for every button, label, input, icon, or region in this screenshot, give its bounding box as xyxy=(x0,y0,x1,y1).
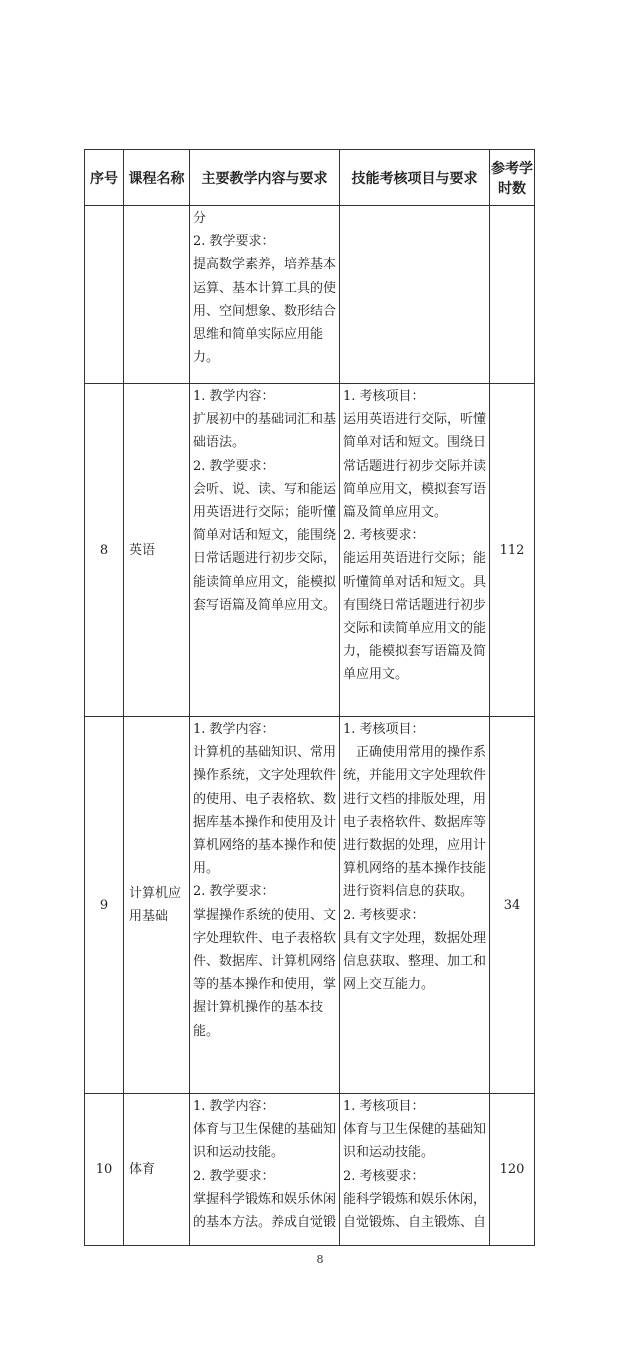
cell-course-name: 英语 xyxy=(124,384,190,717)
text-line: 2. 教学要求： xyxy=(193,458,275,474)
text-line: 自觉锻炼、自主锻炼、自 xyxy=(343,1215,486,1231)
course-name-line: 计算机应 xyxy=(129,886,182,901)
header-skills: 技能考核项目与要求 xyxy=(340,150,490,206)
header-no: 序号 xyxy=(85,150,124,206)
table-row xyxy=(85,384,535,717)
table-row xyxy=(85,1094,535,1246)
text-line: 交际和读简单应用文的能 xyxy=(343,621,486,637)
text-line: 2. 考核要求： xyxy=(343,1168,425,1184)
text-line: 体育与卫生保健的基础知 xyxy=(343,1122,486,1138)
course-table xyxy=(84,149,535,1246)
text-line: 件、数据库、计算机网络 xyxy=(193,954,336,970)
text-line: 日常话题进行初步交际， xyxy=(193,551,336,567)
text-line: 能。 xyxy=(193,1023,220,1039)
text-line: 算机网络的基本操作和使 xyxy=(193,838,336,854)
cell-no: 9 xyxy=(85,717,124,1094)
cell-hours: 112 xyxy=(490,384,535,717)
text-line: 2. 考核要求： xyxy=(343,528,425,544)
text-line: 简单对话和短文，能围绕 xyxy=(193,528,336,544)
text-line: 单应用文。 xyxy=(343,667,409,683)
text-line: 能读简单应用文，能模拟 xyxy=(193,574,336,590)
text-line: 提高数学素养，培养基本 xyxy=(193,257,336,273)
header-hours-line1: 参考学 xyxy=(491,160,533,177)
table-row xyxy=(85,717,535,1094)
text-line: 有围绕日常话题进行初步 xyxy=(343,597,486,613)
header-hours xyxy=(490,150,535,206)
text-line: 篇及简单应用文。 xyxy=(343,505,448,521)
text-line: 1. 教学内容： xyxy=(193,1099,275,1114)
text-line: 础语法。 xyxy=(193,435,246,451)
table-row xyxy=(85,206,535,384)
text-line: 1. 教学内容： xyxy=(193,722,275,737)
text-line: 等的基本操作和使用，掌 xyxy=(193,977,336,993)
cell-skills xyxy=(340,206,490,384)
text-line: 掌握操作系统的使用、文 xyxy=(193,907,336,923)
text-line: 听懂简单对话和短文。具 xyxy=(343,574,486,590)
text-line: 体育与卫生保健的基础知 xyxy=(193,1122,336,1138)
cell-hours: 34 xyxy=(490,717,535,1094)
text-line: 字处理软件、电子表格软 xyxy=(193,930,336,946)
cell-content xyxy=(190,206,340,384)
cell-content xyxy=(190,717,340,1094)
text-line: 算机网络的基本操作技能 xyxy=(343,861,486,877)
text-line: 信息获取、整理、加工和 xyxy=(343,954,486,970)
text-line: 进行资料信息的获取。 xyxy=(343,884,474,900)
text-line: 正确使用常用的操作系 xyxy=(356,745,486,761)
cell-course-name xyxy=(124,206,190,384)
text-line: 运算、基本计算工具的使 xyxy=(193,280,336,296)
text-line: 力。 xyxy=(193,350,220,366)
header-content: 主要教学内容与要求 xyxy=(190,150,340,206)
text-line: 用。 xyxy=(193,861,220,877)
text-line: 运用英语进行交际，听懂 xyxy=(343,412,486,428)
text-line: 统，并能用文字处理软件 xyxy=(343,768,486,784)
text-line: 电子表格软件、数据库等 xyxy=(343,814,486,830)
text-line: 1. 考核项目： xyxy=(343,1099,425,1114)
text-line: 的基本方法。养成自觉锻 xyxy=(193,1215,336,1231)
text-line: 握计算机操作的基本技 xyxy=(193,1000,324,1016)
text-line: 常话题进行初步交际并读 xyxy=(343,458,486,474)
table-header-row xyxy=(85,150,535,206)
cell-course-name xyxy=(124,717,190,1094)
text-line: 用英语进行交际；能听懂 xyxy=(193,505,336,521)
text-line: 进行数据的处理，应用计 xyxy=(343,838,486,854)
text-line: 扩展初中的基础词汇和基 xyxy=(193,412,336,428)
text-line: 力，能模拟套写语篇及简 xyxy=(343,644,486,660)
text-line: 分 xyxy=(193,211,207,226)
text-line: 1. 考核项目： xyxy=(343,722,425,737)
cell-no xyxy=(85,206,124,384)
text-line: 据库基本操作和使用及计 xyxy=(193,814,336,830)
text-line: 网上交互能力。 xyxy=(343,977,435,993)
text-line: 计算机的基础知识、常用 xyxy=(193,745,336,761)
cell-skills xyxy=(340,717,490,1094)
text-line: 2. 教学要求： xyxy=(193,884,275,900)
text-line: 掌握科学锻炼和娱乐休闲 xyxy=(193,1191,336,1207)
text-line: 识和运动技能。 xyxy=(343,1145,435,1161)
text-line: 套写语篇及简单应用文。 xyxy=(193,597,336,613)
text-line: 2. 教学要求： xyxy=(193,1168,275,1184)
text-line: 简单应用文，模拟套写语 xyxy=(343,481,486,497)
text-line: 2. 教学要求： xyxy=(193,234,275,250)
header-course-name: 课程名称 xyxy=(124,150,190,206)
text-line: 进行文档的排版处理，用 xyxy=(343,791,486,807)
text-line: 操作系统，文字处理软件 xyxy=(193,768,336,784)
cell-hours: 120 xyxy=(490,1094,535,1246)
header-hours-line2: 时数 xyxy=(498,180,526,197)
text-line: 识和运动技能。 xyxy=(193,1145,285,1161)
cell-no: 8 xyxy=(85,384,124,717)
text-line: 1. 教学内容： xyxy=(193,389,275,404)
text-line: 具有文字处理，数据处理 xyxy=(343,930,486,946)
text-line: 简单对话和短文。围绕日 xyxy=(343,435,486,451)
text-line: 的使用、电子表格软、数 xyxy=(193,791,336,807)
cell-content xyxy=(190,1094,340,1246)
cell-course-name: 体育 xyxy=(124,1094,190,1246)
cell-hours xyxy=(490,206,535,384)
text-line: 能运用英语进行交际；能 xyxy=(343,551,486,567)
cell-content xyxy=(190,384,340,717)
text-line: 用、空间想象、数形结合 xyxy=(193,303,336,319)
text-line: 1. 考核项目： xyxy=(343,389,425,404)
text-line: 会听、说、读、写和能运 xyxy=(193,481,336,497)
page-number: 8 xyxy=(316,1253,324,1266)
text-line: 能科学锻炼和娱乐休闲， xyxy=(343,1191,486,1207)
cell-no: 10 xyxy=(85,1094,124,1246)
text-line: 2. 考核要求： xyxy=(343,907,425,923)
cell-skills xyxy=(340,384,490,717)
text-line: 思维和简单实际应用能 xyxy=(193,327,324,343)
course-name-line: 用基础 xyxy=(129,909,169,924)
cell-skills xyxy=(340,1094,490,1246)
